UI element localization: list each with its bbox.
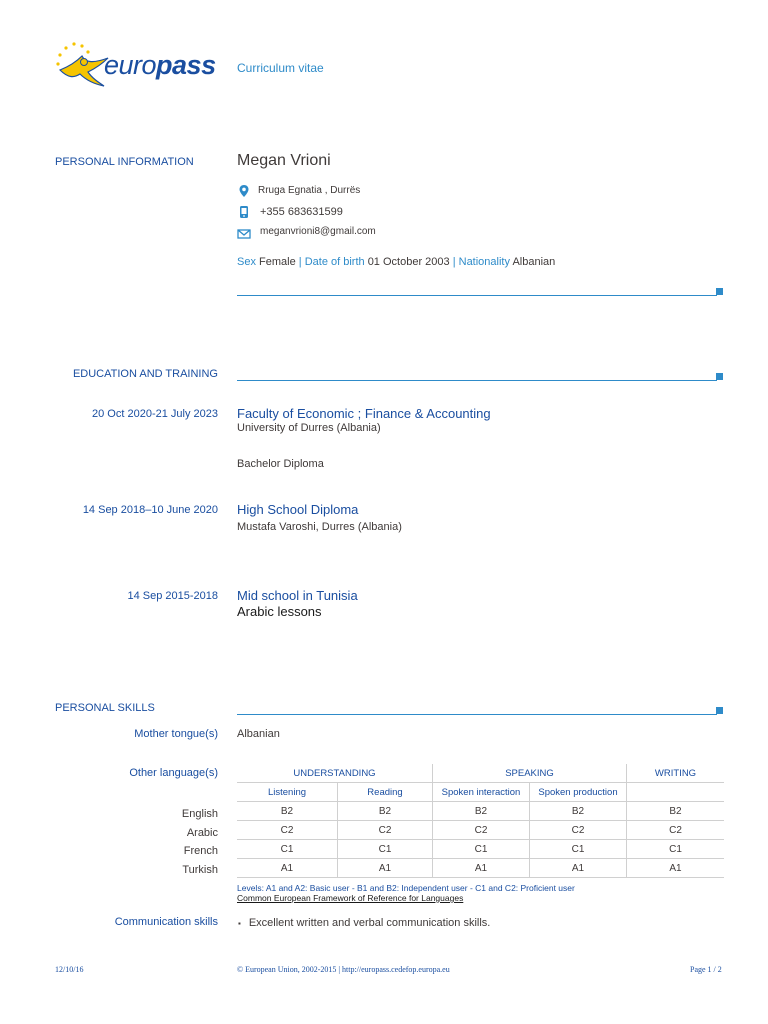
level-cell: C1: [530, 840, 627, 859]
subheader-reading: Reading: [338, 783, 433, 802]
section-divider-marker: [716, 288, 723, 295]
dob-label: Date of birth: [304, 256, 365, 268]
level-cell: C2: [338, 821, 433, 840]
sex-value: Female: [259, 256, 296, 268]
language-name: Arabic: [186, 827, 218, 839]
level-cell: C2: [627, 821, 725, 840]
education-title: Faculty of Economic ; Finance & Accounting: [237, 406, 491, 421]
education-qualification: Bachelor Diploma: [237, 458, 324, 470]
education-organisation: University of Durres (Albania): [237, 422, 381, 434]
logo-text-euro: euro: [104, 50, 157, 80]
education-dates: 14 Sep 2015-2018: [127, 590, 218, 602]
subheader-spoken-production: Spoken production: [530, 783, 627, 802]
communication-skills-text: Excellent written and verbal communication skills.: [248, 917, 491, 929]
section-label-personal-skills: PERSONAL SKILLS: [55, 702, 155, 714]
location-pin-icon: [237, 184, 251, 198]
level-cell: B2: [338, 802, 433, 821]
table-row: [237, 802, 724, 821]
level-cell: C1: [433, 840, 530, 859]
header-speaking: SPEAKING: [433, 764, 627, 783]
address-text: Rruga Egnatia , Durrës: [258, 185, 361, 196]
dob-value: 01 October 2003: [367, 256, 450, 268]
level-cell: C1: [627, 840, 725, 859]
subheader-listening: Listening: [237, 783, 338, 802]
level-cell: C1: [338, 840, 433, 859]
level-cell: A1: [530, 859, 627, 878]
header-writing: WRITING: [627, 764, 725, 783]
table-row: [237, 821, 724, 840]
document-title: Curriculum vitae: [237, 61, 324, 75]
language-name: English: [181, 808, 218, 820]
footer-date: 12/10/16: [55, 965, 84, 974]
sex-label: Sex: [237, 256, 256, 268]
email-envelope-icon: [237, 227, 251, 241]
level-cell: A1: [433, 859, 530, 878]
levels-note: Levels: A1 and A2: Basic user - B1 and B2: Independent user - C1 and C2: Proficient user: [237, 883, 575, 893]
europass-logo: [52, 40, 227, 90]
education-title: High School Diploma: [237, 502, 359, 517]
education-dates: 20 Oct 2020-21 July 2023: [92, 408, 218, 420]
mother-tongue-value: Albanian: [237, 728, 280, 740]
cefr-link[interactable]: Common European Framework of Reference for Languages: [237, 893, 464, 903]
level-cell: B2: [627, 802, 725, 821]
person-name: Megan Vrioni: [237, 152, 331, 169]
education-dates: 14 Sep 2018–10 June 2020: [82, 504, 218, 516]
email-link[interactable]: meganvrioni8@gmail.com: [260, 226, 376, 237]
level-cell: C2: [433, 821, 530, 840]
education-organisation: Mustafa Varoshi, Durres (Albania): [237, 521, 402, 533]
other-languages-label: Other language(s): [129, 767, 218, 779]
section-divider: [237, 714, 717, 715]
language-name: French: [183, 845, 218, 857]
table-row: [237, 859, 724, 878]
separator: |: [298, 256, 302, 268]
nationality-value: Albanian: [512, 256, 556, 268]
language-name: Turkish: [182, 864, 218, 876]
footer-page-number: Page 1 / 2: [690, 965, 722, 974]
mobile-phone-icon: [237, 205, 251, 219]
level-cell: C2: [530, 821, 627, 840]
nationality-label: Nationality: [458, 256, 510, 268]
section-divider: [237, 295, 717, 296]
level-cell: B2: [433, 802, 530, 821]
footer-copyright: © European Union, 2002-2015 | http://europass.cedefop.europa.eu: [237, 965, 450, 974]
subheader-writing-empty: [627, 783, 725, 802]
level-cell: B2: [237, 802, 338, 821]
level-cell: A1: [338, 859, 433, 878]
section-label-personal-information: PERSONAL INFORMATION: [55, 156, 194, 168]
level-cell: A1: [237, 859, 338, 878]
education-title: Mid school in Tunisia: [237, 588, 358, 603]
communication-skills-label: Communication skills: [114, 916, 218, 928]
level-cell: A1: [627, 859, 725, 878]
personal-details-line: [237, 256, 555, 268]
section-label-education: EDUCATION AND TRAINING: [72, 368, 218, 380]
bullet-icon: ▪: [238, 919, 241, 928]
section-divider: [237, 380, 717, 381]
table-subheader-row: [237, 783, 724, 802]
level-cell: C2: [237, 821, 338, 840]
section-divider-marker: [716, 373, 723, 380]
section-divider-marker: [716, 707, 723, 714]
subheader-spoken-interaction: Spoken interaction: [433, 783, 530, 802]
table-row: [237, 840, 724, 859]
header-understanding: UNDERSTANDING: [237, 764, 433, 783]
communication-skills-item: [238, 917, 490, 929]
phone-text: +355 683631599: [260, 206, 343, 218]
mother-tongue-label: Mother tongue(s): [134, 728, 218, 740]
logo-text-pass: pass: [156, 50, 216, 80]
level-cell: C1: [237, 840, 338, 859]
language-skills-table: [237, 764, 724, 878]
level-cell: B2: [530, 802, 627, 821]
separator: |: [452, 256, 456, 268]
education-organisation: Arabic lessons: [237, 604, 322, 619]
table-header-row: [237, 764, 724, 783]
